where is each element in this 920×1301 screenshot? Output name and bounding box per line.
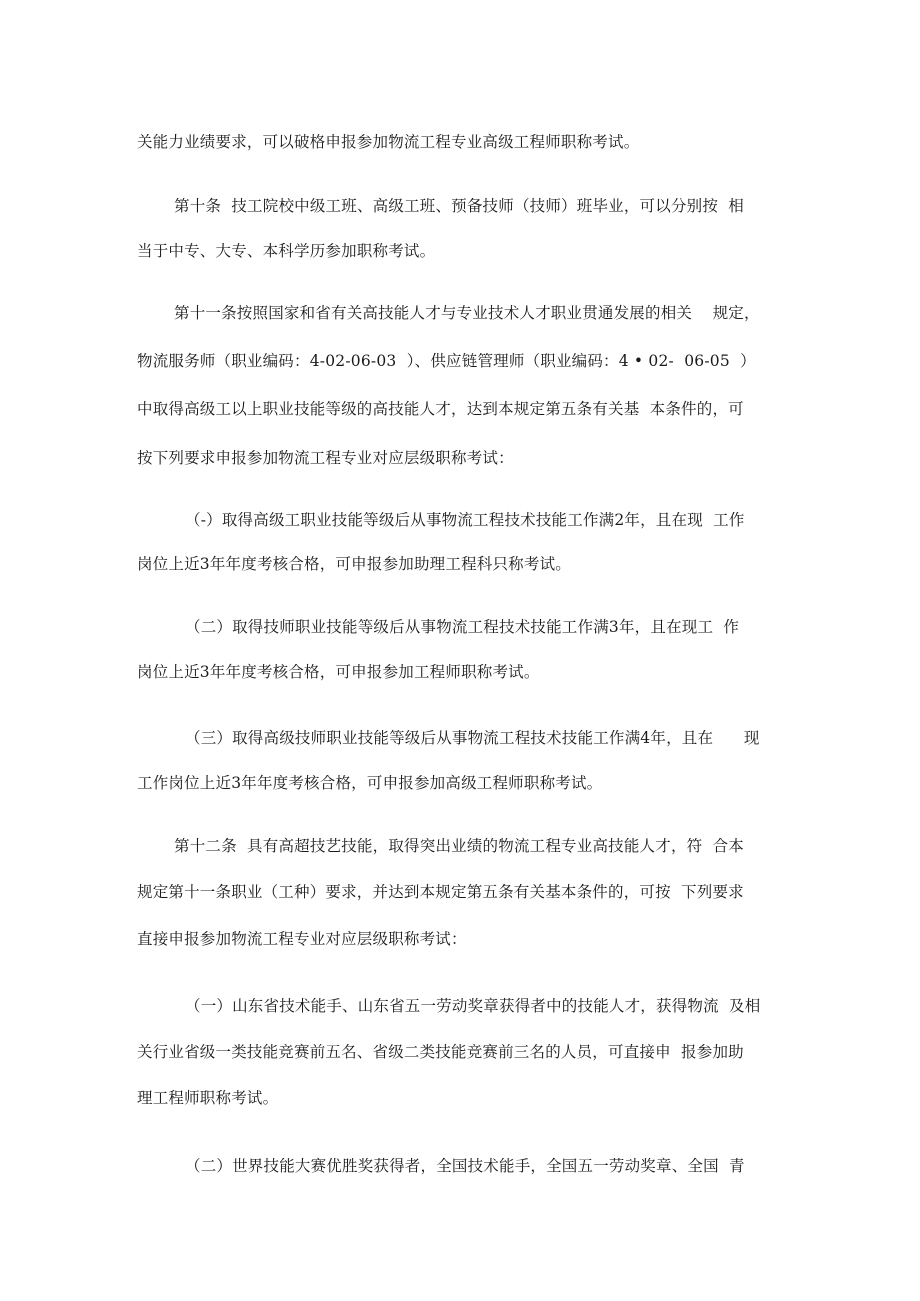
text-line: 岗位上近3年年度考核合格，可申报参加工程师职称考试。 (137, 663, 540, 681)
text-line: 按下列要求申报参加物流工程专业对应层级职称考试： (137, 449, 514, 467)
text-line: （二）取得技师职业技能等级后从事物流工程技术技能工作满3年，且在现工 作 (185, 618, 740, 636)
text-line: 物流服务师（职业编码：4-02-06-03 ）、供应链管理师（职业编码：4 • 02- 06-05 ） (137, 352, 756, 370)
text-line: 工作岗位上近3年年度考核合格，可申报参加高级工程师职称考试。 (137, 774, 603, 792)
text-line: （二）世界技能大赛优胜奖获得者，全国技术能手，全国五一劳动奖章、全国 青 (185, 1157, 745, 1175)
text-line: 岗位上近3年年度考核合格，可申报参加助理工程科只称考试。 (137, 555, 571, 573)
text-line: 关能力业绩要求，可以破格申报参加物流工程专业高级工程师职称考试。 (137, 133, 640, 151)
text-line: （一）山东省技术能手、山东省五一劳动奖章获得者中的技能人才，获得物流 及相 (185, 997, 761, 1015)
text-line: 当于中专、大专、本科学历参加职称考试。 (137, 242, 436, 260)
text-line: （-）取得高级工职业技能等级后从事物流工程技术技能工作满2年，且在现 工作 (185, 511, 745, 529)
text-line: 关行业省级一类技能竞赛前五名、省级二类技能竞赛前三名的人员，可直接申 报参加助 (137, 1043, 744, 1061)
text-line: 中取得高级工以上职业技能等级的高技能人才，达到本规定第五条有关基 本条件的，可 (137, 400, 744, 418)
text-line: （三）取得高级技师职业技能等级后从事物流工程技术技能工作满4年，且在 现 (185, 729, 760, 747)
text-line: 直接申报参加物流工程专业对应层级职称考试： (137, 930, 467, 948)
text-line: 第十条 技工院校中级工班、高级工班、预备技师（技师）班毕业，可以分别按 相 (174, 197, 745, 215)
text-line: 规定第十一条职业（工种）要求，并达到本规定第五条有关基本条件的，可按 下列要求 (137, 883, 744, 901)
text-line: 第十一条按照国家和省有关高技能人才与专业技术人才职业贯通发展的相关 规定， (174, 304, 760, 322)
text-line: 第十二条 具有高超技艺技能，取得突出业绩的物流工程专业高技能人才，符 合本 (174, 837, 745, 855)
text-line: 理工程师职称考试。 (137, 1089, 279, 1107)
